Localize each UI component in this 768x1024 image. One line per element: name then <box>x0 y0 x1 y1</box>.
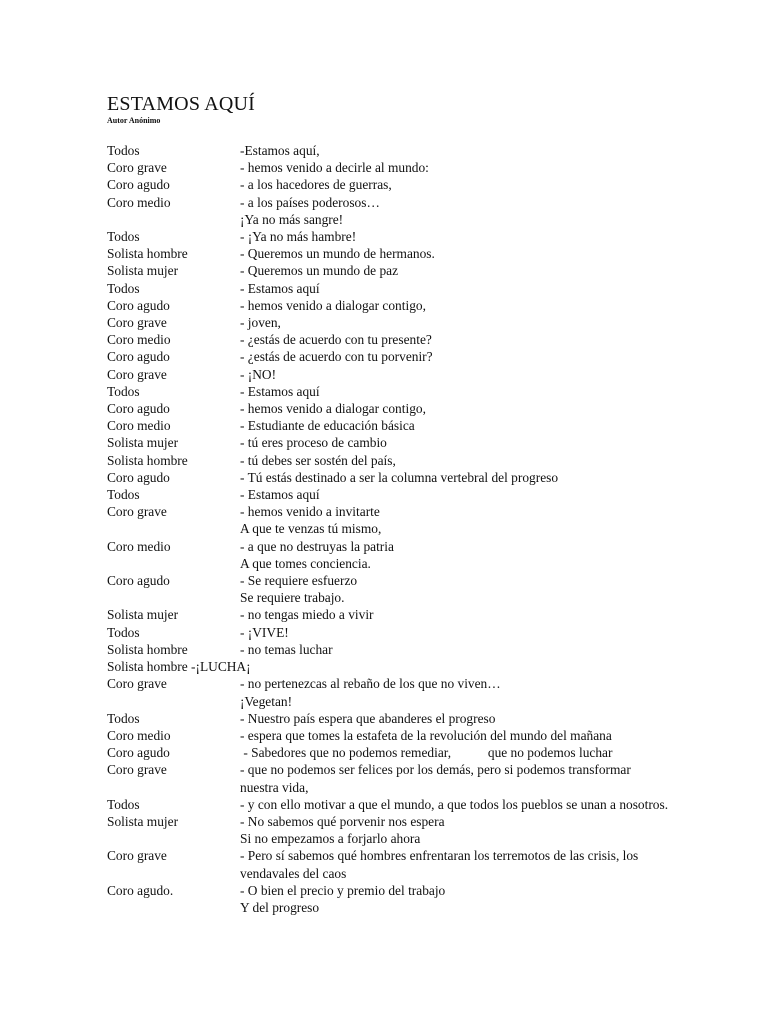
speaker-label: Solista mujer <box>107 813 179 829</box>
script-row <box>107 434 727 451</box>
script-row <box>107 417 727 434</box>
script-row <box>107 572 727 589</box>
script-row <box>107 211 727 228</box>
speaker-label: Coro grave <box>107 366 167 382</box>
script-row <box>107 366 727 383</box>
script-row <box>107 658 727 675</box>
dialogue-line: Si no empezamos a forjarlo ahora <box>240 831 421 847</box>
speaker-label: Todos <box>107 624 140 640</box>
script-row <box>107 675 727 692</box>
script-row <box>107 813 727 830</box>
script-row <box>107 710 727 727</box>
dialogue-line: - Queremos un mundo de hermanos. <box>240 246 435 262</box>
speaker-label: Solista hombre <box>107 641 188 657</box>
speaker-label: Coro medio <box>107 418 171 434</box>
speaker-label: Coro medio <box>107 538 171 554</box>
script-row <box>107 297 727 314</box>
dialogue-line: - a los países poderosos… <box>240 194 380 210</box>
dialogue-line: - Estamos aquí <box>240 280 320 296</box>
dialogue-line: - hemos venido a decirle al mundo: <box>240 160 429 176</box>
speaker-label: Solista mujer <box>107 263 179 279</box>
dialogue-line: ¡Ya no más sangre! <box>240 211 344 227</box>
script-row <box>107 555 727 572</box>
speaker-label: Todos <box>107 487 140 503</box>
dialogue-line: - no pertenezcas al rebaño de los que no viven… <box>240 676 501 692</box>
dialogue-line: - Nuestro país espera que abanderes el progreso <box>240 710 496 726</box>
speaker-label: Coro medio <box>107 727 171 743</box>
speaker-label <box>107 555 240 572</box>
script-body <box>107 142 727 916</box>
speaker-label: Todos <box>107 710 140 726</box>
dialogue-line: - No sabemos qué porvenir nos espera <box>240 813 445 829</box>
speaker-label: Coro agudo <box>107 349 170 365</box>
dialogue-line: -Estamos aquí, <box>240 143 320 158</box>
dialogue-line: - O bien el precio y premio del trabajo <box>240 882 446 898</box>
speaker-label <box>107 520 240 537</box>
script-row <box>107 744 727 761</box>
dialogue-line: - Estamos aquí <box>240 383 320 399</box>
document-page <box>107 92 727 916</box>
script-row <box>107 538 727 555</box>
dialogue-line: - espera que tomes la estafeta de la revolución del mundo del mañana <box>240 727 612 743</box>
script-row <box>107 331 727 348</box>
dialogue-line: - no temas luchar <box>240 641 333 657</box>
speaker-label: Coro grave <box>107 762 167 778</box>
dialogue-line: - no tengas miedo a vivir <box>240 607 374 623</box>
speaker-label: Solista mujer <box>107 607 179 623</box>
speaker-label: Coro grave <box>107 848 167 864</box>
script-row <box>107 142 727 159</box>
script-row <box>107 194 727 211</box>
speaker-label: Todos <box>107 229 140 245</box>
speaker-label: Todos <box>107 143 140 158</box>
speaker-label: Coro agudo <box>107 177 170 193</box>
script-row <box>107 314 727 331</box>
script-row <box>107 693 727 710</box>
speaker-label: Coro grave <box>107 504 167 520</box>
speaker-label: Coro agudo <box>107 745 170 761</box>
script-row <box>107 280 727 297</box>
speaker-label <box>107 589 240 606</box>
dialogue-line: - y con ello motivar a que el mundo, a que todos los pueblos se unan a nosotros. <box>240 796 669 812</box>
script-row <box>107 400 727 417</box>
speaker-label: Coro grave <box>107 676 167 692</box>
speaker-label: Coro grave <box>107 160 167 176</box>
speaker-label: Todos <box>107 796 140 812</box>
dialogue-line: - ¿estás de acuerdo con tu porvenir? <box>240 349 433 365</box>
dialogue-line: - ¿estás de acuerdo con tu presente? <box>240 332 432 348</box>
dialogue-line: ¡Vegetan! <box>240 693 293 709</box>
script-row <box>107 641 727 658</box>
dialogue-line: - a los hacedores de guerras, <box>240 177 392 193</box>
script-row <box>107 348 727 365</box>
dialogue-line: - tú eres proceso de cambio <box>240 435 387 451</box>
script-row <box>107 882 727 899</box>
dialogue-line: - hemos venido a invitarte <box>240 504 380 520</box>
script-row <box>107 589 727 606</box>
dialogue-line: - que no podemos ser felices por los demás, pero si podemos transformar nuestra vida, <box>240 762 631 795</box>
speaker-label: Coro agudo <box>107 297 170 313</box>
speaker-label <box>107 693 240 710</box>
speaker-label <box>107 830 240 847</box>
dialogue-line: Se requiere trabajo. <box>240 590 345 606</box>
speaker-label: Todos <box>107 280 140 296</box>
speaker-label: Todos <box>107 383 140 399</box>
dialogue-line: - hemos venido a dialogar contigo, <box>240 297 426 313</box>
script-row <box>107 262 727 279</box>
speaker-label: Coro medio <box>107 332 171 348</box>
script-row <box>107 159 727 176</box>
dialogue-line: - Se requiere esfuerzo <box>240 573 358 589</box>
script-row <box>107 383 727 400</box>
dialogue-line: - ¡Ya no más hambre! <box>240 229 357 245</box>
script-row <box>107 486 727 503</box>
script-row <box>107 245 727 262</box>
speaker-label <box>107 899 240 916</box>
script-row <box>107 452 727 469</box>
speaker-label: Coro agudo <box>107 401 170 417</box>
script-row <box>107 830 727 847</box>
dialogue-line: - Pero sí sabemos qué hombres enfrentaran los terremotos de las crisis, los vendavales del caos <box>240 848 639 881</box>
script-row <box>107 520 727 537</box>
speaker-label: Solista hombre <box>107 246 188 262</box>
speaker-label: Solista hombre -¡LUCHA¡ <box>107 659 251 675</box>
script-row <box>107 899 727 916</box>
dialogue-line: - a que no destruyas la patria <box>240 538 394 554</box>
dialogue-line: - ¡NO! <box>240 366 277 382</box>
speaker-label: Coro agudo. <box>107 882 174 898</box>
dialogue-line: - Tú estás destinado a ser la columna vertebral del progreso <box>240 469 559 485</box>
script-row <box>107 606 727 623</box>
dialogue-line: A que tomes conciencia. <box>240 555 371 571</box>
script-row <box>107 847 727 881</box>
script-row <box>107 796 727 813</box>
dialogue-line: - Estamos aquí <box>240 487 320 503</box>
speaker-label <box>107 211 240 228</box>
dialogue-line: - hemos venido a dialogar contigo, <box>240 401 426 417</box>
script-row <box>107 176 727 193</box>
dialogue-line: - Sabedores que no podemos remediar, que no podemos luchar <box>240 745 613 761</box>
page-title: ESTAMOS AQUÍ <box>107 93 256 115</box>
script-row <box>107 727 727 744</box>
speaker-label: Solista hombre <box>107 452 188 468</box>
dialogue-line: - joven, <box>240 315 281 331</box>
script-row <box>107 624 727 641</box>
dialogue-line: - ¡VIVE! <box>240 624 289 640</box>
dialogue-line: - Estudiante de educación básica <box>240 418 415 434</box>
dialogue-line: Y del progreso <box>240 899 320 915</box>
script-row <box>107 503 727 520</box>
author-line: Autor Anónimo <box>107 116 161 125</box>
speaker-label: Coro agudo <box>107 469 170 485</box>
dialogue-line: - Queremos un mundo de paz <box>240 263 399 279</box>
speaker-label: Coro agudo <box>107 573 170 589</box>
script-row <box>107 228 727 245</box>
speaker-label: Solista mujer <box>107 435 179 451</box>
speaker-label: Coro grave <box>107 315 167 331</box>
script-row <box>107 761 727 795</box>
script-row <box>107 469 727 486</box>
speaker-label: Coro medio <box>107 194 171 210</box>
dialogue-line: - tú debes ser sostén del país, <box>240 452 396 468</box>
dialogue-line: A que te venzas tú mismo, <box>240 521 382 537</box>
